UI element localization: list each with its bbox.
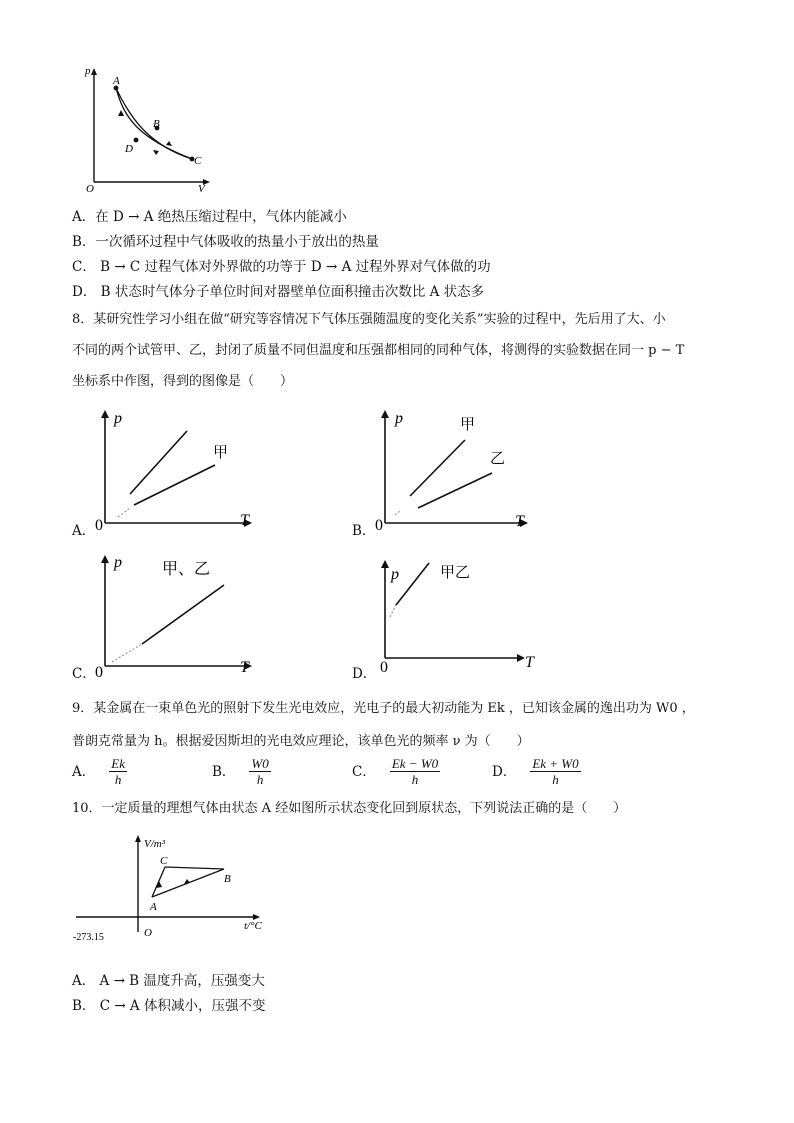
q7-option-a: A．在 D → A 绝热压缩过程中，气体内能减小 bbox=[72, 209, 347, 225]
q8-graph-b bbox=[370, 405, 540, 535]
graph-d-t: T bbox=[525, 654, 534, 671]
q9-option-c bbox=[352, 756, 440, 787]
graph-a-origin: 0 bbox=[95, 517, 103, 534]
graph-c-p: p bbox=[114, 554, 122, 571]
q9-option-a-den: h bbox=[114, 772, 122, 787]
figure-q7-pv-diagram bbox=[80, 60, 220, 195]
q8-label-c: C． bbox=[72, 666, 96, 682]
q7-option-c: C． B → C 过程气体对外界做的功等于 D → A 过程外界对气体做的功 bbox=[72, 259, 491, 275]
graph-b-p: p bbox=[395, 410, 403, 427]
q7-option-b: B．一次循环过程中气体吸收的热量小于放出的热量 bbox=[72, 234, 379, 250]
q9-option-c-fraction bbox=[390, 756, 440, 787]
q9-option-b-label: B． bbox=[212, 763, 236, 780]
graph-b-t: T bbox=[515, 513, 524, 530]
graph-b-yi: 乙 bbox=[490, 451, 506, 467]
graph-c-origin: 0 bbox=[95, 664, 103, 680]
graph-d-p: p bbox=[391, 566, 399, 583]
origin-label: O bbox=[86, 183, 94, 195]
graph-d-origin: 0 bbox=[380, 659, 388, 676]
q8-label-b: B． bbox=[352, 523, 376, 539]
q9-option-c-den: h bbox=[411, 772, 419, 787]
graph-c-label: 甲、乙 bbox=[162, 561, 211, 578]
graph-c-t: T bbox=[240, 659, 249, 676]
q9-option-b bbox=[212, 756, 271, 787]
point-c-label: C bbox=[160, 855, 168, 867]
q9-option-a-num: Ek bbox=[111, 756, 125, 771]
q8-label-a: A． bbox=[72, 523, 96, 539]
q9-option-d-fraction bbox=[530, 756, 580, 787]
graph-b-origin: 0 bbox=[375, 517, 383, 534]
q9-option-b-num: W0 bbox=[251, 756, 269, 771]
point-b-label: B bbox=[153, 118, 160, 130]
q8-graph-a bbox=[90, 405, 260, 535]
q9-option-d bbox=[492, 756, 581, 787]
q9-option-a-label: A． bbox=[72, 763, 96, 780]
q8-stem-line2: 不同的两个试管甲、乙，封闭了质量不同但温度和压强都相同的同种气体，将测得的实验数据在同一 p − T bbox=[72, 343, 685, 358]
q8-stem-line1: 8．某研究性学习小组在做“研究等容情况下气体压强随温度的变化关系”实验的过程中，先后用了大、小 bbox=[72, 312, 666, 327]
q9-option-d-num: Ek + W0 bbox=[532, 756, 579, 771]
neg-273-label: -273.15 bbox=[73, 932, 104, 943]
axis-p-label: p bbox=[85, 65, 91, 77]
q9-stem-line1: 9．某金属在一束单色光的照射下发生光电效应，光电子的最大初动能为 Ek ，已知该金属的逸出功为 W0 ， bbox=[72, 701, 695, 716]
q10-stem-line1: 10．一定质量的理想气体由状态 A 经如图所示状态变化回到原状态，下列说法正确的是（ ） bbox=[72, 801, 627, 816]
point-b-label: B bbox=[224, 873, 231, 885]
q8-graph-d bbox=[370, 555, 540, 680]
q9-option-c-num: Ek − W0 bbox=[391, 756, 439, 771]
q7-option-d: D． B 状态时气体分子单位时间对器壁单位面积撞击次数比 A 状态多 bbox=[72, 284, 485, 300]
graph-a-t: T bbox=[240, 512, 249, 529]
graph-d-label: 甲乙 bbox=[440, 565, 471, 581]
graph-a-p: p bbox=[114, 410, 122, 427]
q9-stem-line2: 普朗克常量为 h。根据爱因斯坦的光电效应理论，该单色光的频率 ν 为（ ） bbox=[72, 734, 530, 749]
point-a-label: A bbox=[113, 75, 120, 87]
q9-option-d-den: h bbox=[552, 772, 559, 787]
point-d-label: D bbox=[125, 143, 133, 155]
q9-option-d-label: D． bbox=[492, 763, 517, 780]
axis-v-label: V/m³ bbox=[144, 838, 166, 850]
q8-stem-line3: 坐标系中作图，得到的图像是（ ） bbox=[72, 374, 294, 389]
figure-q10-vt-diagram bbox=[72, 832, 282, 944]
q9-option-a bbox=[72, 756, 127, 787]
q10-option-a: A． A → B 温度升高，压强变大 bbox=[72, 973, 265, 989]
axis-v-label: V bbox=[198, 183, 205, 195]
q8-label-d: D． bbox=[352, 666, 377, 682]
graph-b-jia: 甲 bbox=[460, 417, 476, 433]
q9-option-a-fraction bbox=[109, 756, 127, 787]
origin-label: O bbox=[144, 927, 152, 939]
q9-option-b-den: h bbox=[256, 772, 264, 787]
q8-graph-c bbox=[90, 550, 270, 680]
graph-a-jia: 甲 bbox=[213, 445, 229, 461]
q10-option-b: B． C → A 体积减小，压强不变 bbox=[72, 998, 266, 1014]
q9-option-b-fraction bbox=[249, 756, 270, 787]
q9-option-c-label: C． bbox=[352, 763, 376, 780]
axis-t-label: t/°C bbox=[244, 920, 262, 932]
point-a-label: A bbox=[150, 901, 157, 913]
point-c-label: C bbox=[194, 155, 202, 167]
